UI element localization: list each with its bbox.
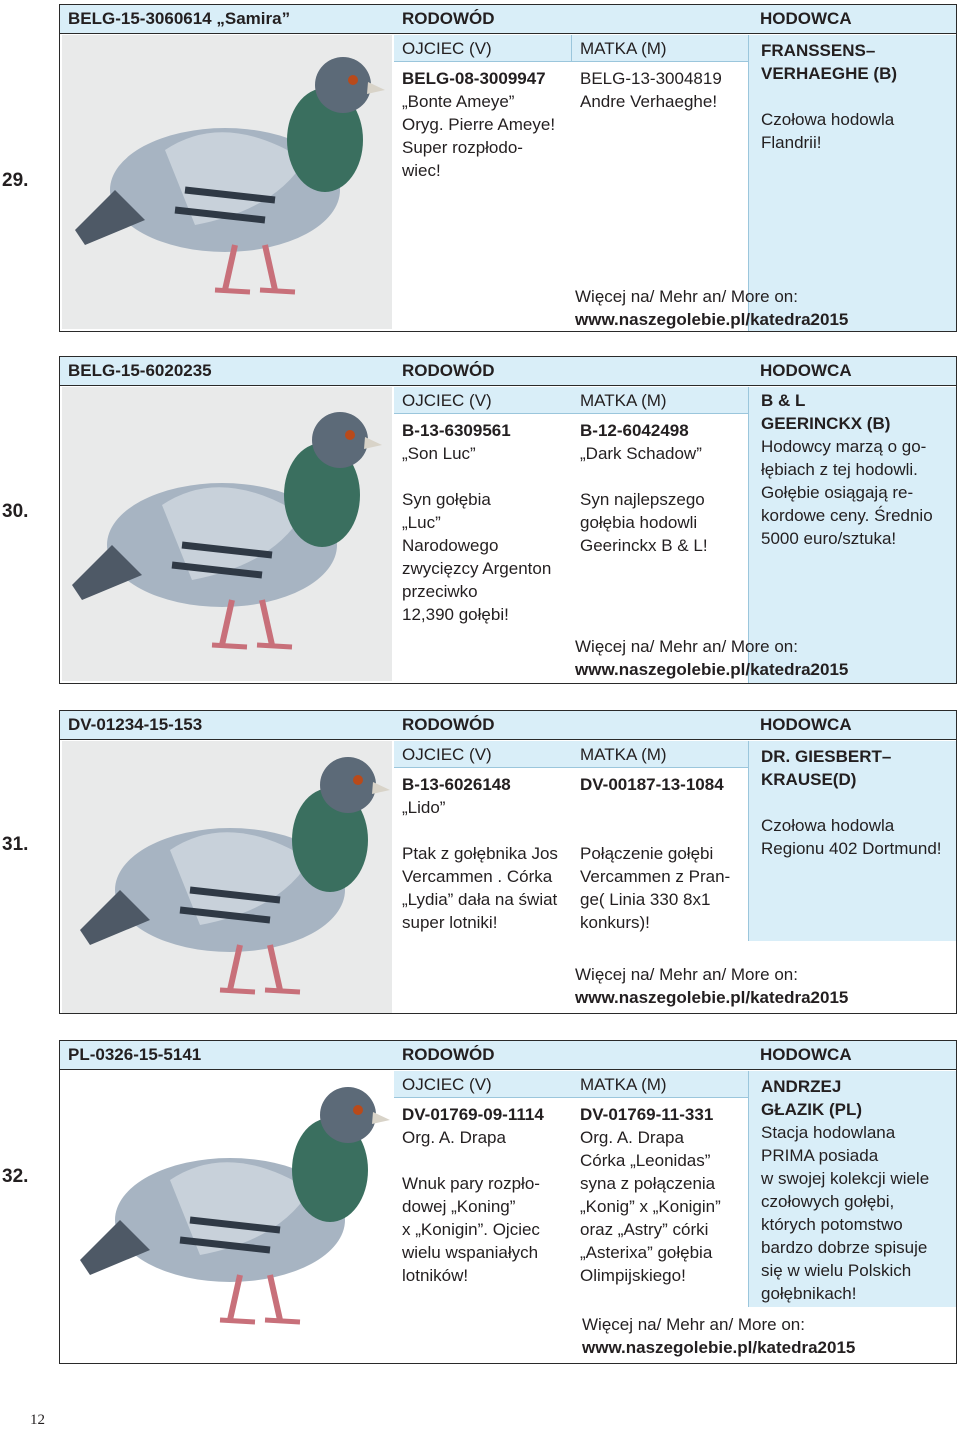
mother-ring: BELG-13-3004819 [580, 69, 722, 88]
card-header [60, 711, 956, 740]
breeder-text: bardzo dobrze spisuje [761, 1238, 928, 1257]
entry-number: 31. [2, 834, 29, 855]
mother-line: ge( Linia 330 8x1 [580, 890, 711, 909]
spacer [580, 796, 746, 819]
breeder-name: FRANSSENS– [761, 41, 876, 60]
breeder-name: ANDRZEJ [761, 1077, 842, 1096]
more-link[interactable]: www.naszegolebie.pl/katedra2015 [582, 1338, 856, 1357]
pedigree-card [59, 4, 957, 332]
father-info [402, 67, 570, 182]
breeder-label: HODOWCA [760, 1045, 852, 1064]
father-line: Org. A. Drapa [402, 1128, 506, 1147]
parents-header [394, 35, 748, 62]
father-line: zwycięzcy Argenton [402, 559, 552, 578]
father-line: Wnuk pary rozpło- [402, 1174, 540, 1193]
mother-line: gołębia hodowli [580, 513, 698, 532]
father-line: Vercammen . Córka [402, 867, 553, 886]
breeder-name: GŁAZIK (PL) [761, 1100, 863, 1119]
breeder-text: gołębnikach! [761, 1284, 857, 1303]
mother-label: MATKA (M) [580, 745, 667, 764]
breeder-name: DR. GIESBERT– [761, 747, 892, 766]
pedigree-card [59, 1040, 957, 1364]
breeder-text: 5000 euro/sztuka! [761, 529, 897, 548]
breeder-name: KRAUSE(D) [761, 770, 857, 789]
father-line: Oryg. Pierre Ameye! [402, 115, 556, 134]
breeder-text [761, 791, 957, 814]
father-ring: DV-01769-09-1114 [402, 1105, 544, 1124]
breeder-text: Gołębie osiągają re- [761, 483, 914, 502]
breeder-text: których potomstwo [761, 1215, 903, 1234]
breeder-text: Flandrii! [761, 133, 822, 152]
father-info [402, 773, 570, 934]
father-line: 12,390 gołębi! [402, 605, 509, 624]
mother-line: Córka „Leonidas” [580, 1151, 711, 1170]
more-label: Więcej na/ Mehr an/ More on: [575, 637, 798, 656]
mother-line: Olimpijskiego! [580, 1266, 686, 1285]
breeder-name: VERHAEGHE (B) [761, 64, 898, 83]
breeder-text: czołowych gołębi, [761, 1192, 895, 1211]
pigeon-photo [62, 35, 392, 329]
entry-number: 32. [2, 1166, 29, 1187]
father-label: OJCIEC (V) [402, 39, 492, 58]
father-line: przeciwko [402, 582, 478, 601]
father-line: „Lydia” dała na świat [402, 890, 558, 909]
more-label: Więcej na/ Mehr an/ More on: [582, 1315, 805, 1334]
page-number: 12 [30, 1412, 45, 1428]
father-ring: B-13-6309561 [402, 421, 511, 440]
breeder-text: PRIMA posiada [761, 1146, 879, 1165]
father-info [402, 419, 570, 626]
entry-number: 30. [2, 501, 29, 522]
mother-line: Syn najlepszego [580, 490, 705, 509]
pigeon-photo [62, 1071, 392, 1361]
mother-line: „Konig” x „Konigin” [580, 1197, 721, 1216]
father-line: Super rozpłodo- [402, 138, 523, 157]
mother-line: „Dark Schadow” [580, 444, 702, 463]
breeder-label: HODOWCA [760, 9, 852, 28]
breeder-text: kordowe ceny. Średnio [761, 506, 933, 525]
breeder-text: Hodowcy marzą o go- [761, 437, 927, 456]
breeder-text: Czołowa hodowla [761, 110, 895, 129]
more-info [582, 1313, 855, 1359]
mother-ring: DV-01769-11-331 [580, 1105, 714, 1124]
pedigree-card [59, 710, 957, 1014]
breeder-name: GEERINCKX (B) [761, 414, 891, 433]
mother-line: konkurs)! [580, 913, 650, 932]
pedigree-label: RODOWÓD [402, 361, 495, 380]
breeder-text: Regionu 402 Dortmund! [761, 839, 942, 858]
more-info [575, 635, 848, 681]
mother-line: Połączenie gołębi [580, 844, 714, 863]
more-info [575, 285, 848, 331]
card-header [60, 1041, 956, 1070]
ring-number: PL-0326-15-5141 [68, 1045, 202, 1064]
card-header [60, 5, 956, 34]
parents-header [394, 1071, 748, 1098]
father-line: wielu wspaniałych [402, 1243, 539, 1262]
mother-ring: DV-00187-13-1084 [580, 775, 724, 794]
spacer [402, 1149, 570, 1172]
father-info [402, 1103, 570, 1287]
pedigree-card [59, 356, 957, 684]
mother-line: Andre Verhaeghe! [580, 92, 718, 111]
mother-line: syna z połączenia [580, 1174, 716, 1193]
ring-number: BELG-15-6020235 [68, 361, 212, 380]
father-label: OJCIEC (V) [402, 1075, 492, 1094]
breeder-label: HODOWCA [760, 715, 852, 734]
pigeon-photo [62, 741, 392, 1013]
parents-header [394, 387, 748, 414]
father-ring: BELG-08-3009947 [402, 69, 546, 88]
father-label: OJCIEC (V) [402, 391, 492, 410]
spacer [402, 465, 570, 488]
card-header [60, 357, 956, 386]
mother-line: Org. A. Drapa [580, 1128, 684, 1147]
breeder-text: łębiach z tej hodowli. [761, 460, 918, 479]
mother-info [580, 419, 746, 557]
ring-number: BELG-15-3060614 „Samira” [68, 9, 291, 28]
father-line: lotników! [402, 1266, 469, 1285]
more-link[interactable]: www.naszegolebie.pl/katedra2015 [575, 660, 849, 679]
mother-line: oraz „Astry” córki [580, 1220, 709, 1239]
breeder-name: B & L [761, 391, 806, 410]
entry-number: 29. [2, 170, 29, 191]
more-label: Więcej na/ Mehr an/ More on: [575, 965, 798, 984]
breeder-text: Stacja hodowlana [761, 1123, 896, 1142]
breeder-text [761, 85, 957, 108]
mother-info [580, 1103, 746, 1287]
breeder-text: się w wielu Polskich [761, 1261, 912, 1280]
mother-ring: B-12-6042498 [580, 421, 689, 440]
breeder-info [748, 1071, 956, 1307]
mother-label: MATKA (M) [580, 39, 667, 58]
mother-line: Geerinckx B & L! [580, 536, 708, 555]
breeder-text: w swojej kolekcji wiele [761, 1169, 930, 1188]
mother-label: MATKA (M) [580, 1075, 667, 1094]
father-line: wiec! [402, 161, 441, 180]
father-line: „Bonte Ameye” [402, 92, 515, 111]
mother-line: Vercammen z Pran- [580, 867, 731, 886]
spacer [402, 819, 570, 842]
mother-info [580, 67, 746, 113]
mother-line: „Asterixa” gołębia [580, 1243, 713, 1262]
father-line: super lotniki! [402, 913, 498, 932]
breeder-info [748, 741, 956, 941]
pedigree-label: RODOWÓD [402, 1045, 495, 1064]
father-line: Ptak z gołębnika Jos [402, 844, 558, 863]
ring-number: DV-01234-15-153 [68, 715, 203, 734]
breeder-text: Czołowa hodowla [761, 816, 895, 835]
father-line: Narodowego [402, 536, 499, 555]
father-line: dowej „Koning” [402, 1197, 516, 1216]
pedigree-label: RODOWÓD [402, 9, 495, 28]
more-label: Więcej na/ Mehr an/ More on: [575, 287, 798, 306]
parents-header [394, 741, 748, 768]
father-ring: B-13-6026148 [402, 775, 511, 794]
pigeon-photo [62, 387, 392, 681]
mother-label: MATKA (M) [580, 391, 667, 410]
spacer [580, 819, 746, 842]
father-line: „Luc” [402, 513, 441, 532]
father-line: „Son Luc” [402, 444, 476, 463]
pedigree-label: RODOWÓD [402, 715, 495, 734]
spacer [580, 465, 746, 488]
father-label: OJCIEC (V) [402, 745, 492, 764]
father-line: Syn gołębia [402, 490, 491, 509]
more-link[interactable]: www.naszegolebie.pl/katedra2015 [575, 988, 849, 1007]
breeder-label: HODOWCA [760, 361, 852, 380]
father-line: x „Konigin”. Ojciec [402, 1220, 540, 1239]
mother-info [580, 773, 746, 934]
father-line: „Lido” [402, 798, 446, 817]
more-link[interactable]: www.naszegolebie.pl/katedra2015 [575, 310, 849, 329]
divider [571, 35, 572, 61]
more-info [575, 963, 848, 1009]
